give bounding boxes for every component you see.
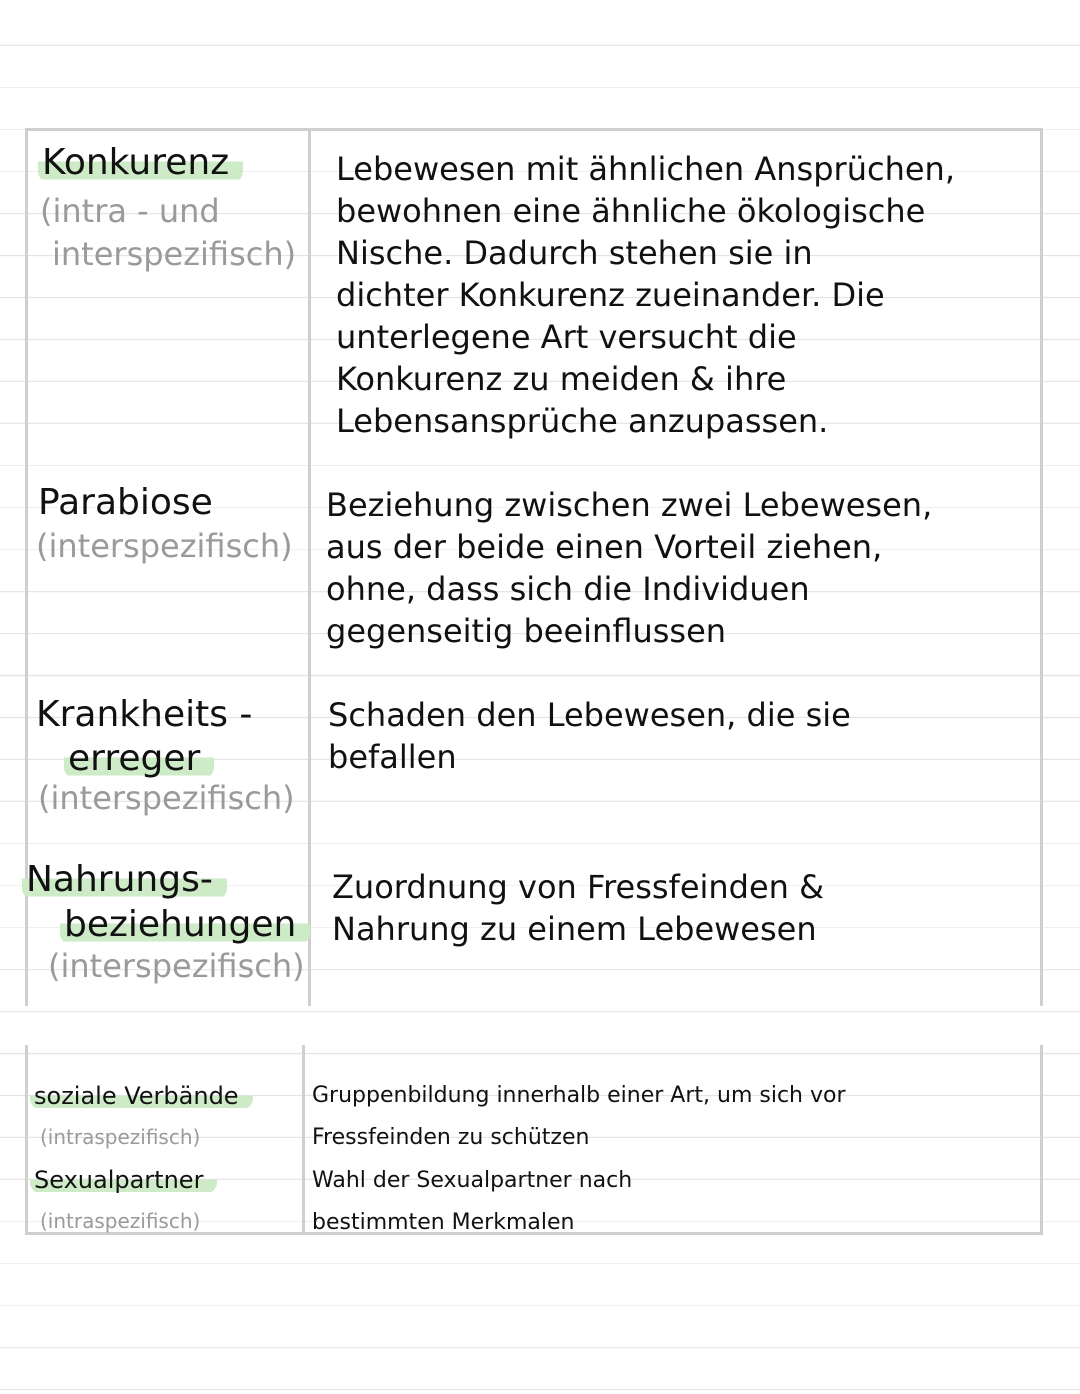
description-line: Konkurenz zu meiden & ihre <box>336 360 787 398</box>
description-line: gegenseitig beeinflussen <box>326 612 727 650</box>
description-line: befallen <box>328 738 457 776</box>
term-nahrungsbeziehungen-line1 <box>22 859 227 900</box>
description-line: aus der beide einen Vorteil ziehen, <box>326 528 883 566</box>
description-line: Gruppenbildung innerhalb einer Art, um sich vor <box>312 1083 846 1108</box>
description-line: Nahrung zu einem Lebewesen <box>332 910 817 948</box>
term-highlight: beziehungen <box>60 904 310 945</box>
column-divider <box>302 1045 305 1232</box>
description-line: Beziehung zwischen zwei Lebewesen, <box>326 486 933 524</box>
subtitle-soziale-verbaende: (intraspezifisch) <box>40 1125 201 1149</box>
description-line: dichter Konkurenz zueinander. Die <box>336 276 885 314</box>
term-krankheitserreger-line2 <box>64 738 214 779</box>
subtitle-sexualpartner: (intraspezifisch) <box>40 1209 201 1233</box>
term-krankheitserreger-line1: Krankheits - <box>36 694 253 735</box>
description-line: ohne, dass sich die Individuen <box>326 570 810 608</box>
term-highlight: erreger <box>64 738 214 779</box>
subtitle-parabiose: (interspezifisch) <box>36 527 293 565</box>
description-line: bewohnen eine ähnliche ökologische <box>336 192 926 230</box>
term-konkurenz <box>38 142 243 183</box>
description-line: Fressfeinden zu schützen <box>312 1125 590 1150</box>
term-highlight: Nahrungs- <box>22 859 227 900</box>
description-line: unterlegene Art versucht die <box>336 318 797 356</box>
term-nahrungsbeziehungen-line2 <box>60 904 310 945</box>
term-parabiose: Parabiose <box>38 482 213 523</box>
description-line: Lebewesen mit ähnlichen Ansprüchen, <box>336 150 955 188</box>
subtitle-krankheitserreger: (interspezifisch) <box>38 779 295 817</box>
description-line: Zuordnung von Fressfeinden & <box>332 868 825 906</box>
subtitle-nahrungsbeziehungen: (interspezifisch) <box>48 947 305 985</box>
description-line: Lebensansprüche anzupassen. <box>336 402 829 440</box>
description-line: Wahl der Sexualpartner nach <box>312 1168 633 1193</box>
description-line: Schaden den Lebewesen, die sie <box>328 696 851 734</box>
term-highlight: Sexualpartner <box>30 1166 217 1194</box>
term-highlight: soziale Verbände <box>30 1082 253 1110</box>
description-line: Nische. Dadurch stehen sie in <box>336 234 813 272</box>
description-krankheitserreger <box>328 694 851 778</box>
description-sexualpartner <box>312 1160 632 1244</box>
subtitle-konkurenz-line2: interspezifisch) <box>52 235 297 273</box>
term-sexualpartner <box>30 1168 217 1192</box>
subtitle-konkurenz-line1: (intra - und <box>40 192 220 230</box>
term-highlight: Konkurenz <box>38 142 243 183</box>
description-konkurenz <box>336 148 955 442</box>
term-soziale-verbaende <box>30 1084 253 1108</box>
column-divider <box>308 131 311 1006</box>
description-line: bestimmten Merkmalen <box>312 1210 575 1235</box>
description-soziale-verbaende <box>312 1075 846 1159</box>
description-nahrungsbeziehungen <box>332 866 824 950</box>
description-parabiose <box>326 484 932 652</box>
